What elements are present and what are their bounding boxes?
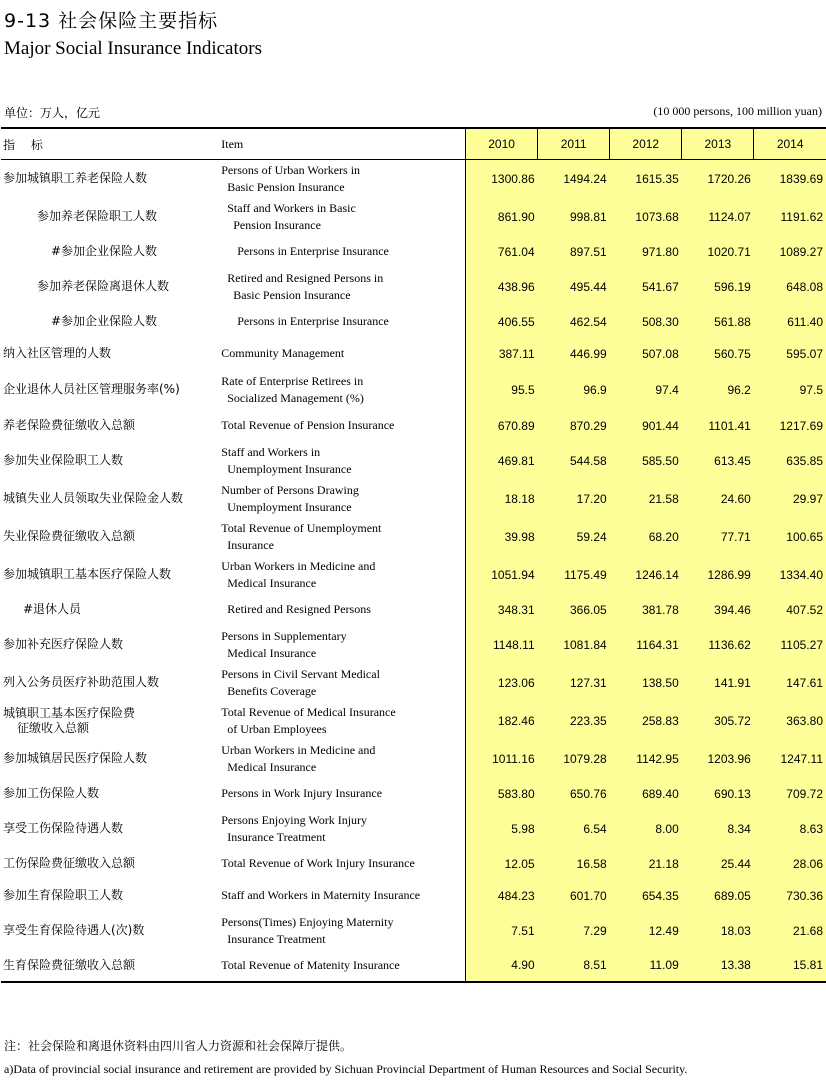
indicator-en bbox=[217, 556, 465, 594]
value-cell: 971.80 bbox=[610, 236, 682, 268]
value-cell: 560.75 bbox=[682, 338, 754, 370]
indicator-en bbox=[217, 778, 465, 810]
value-cell: 11.09 bbox=[610, 950, 682, 982]
value-cell: 18.18 bbox=[466, 480, 538, 518]
value-cell: 998.81 bbox=[538, 198, 610, 236]
value-cell: 1124.07 bbox=[682, 198, 754, 236]
value-cell: 305.72 bbox=[682, 702, 754, 740]
indicator-en bbox=[217, 626, 465, 664]
indicator-en-line: Insurance Treatment bbox=[227, 931, 326, 946]
indicator-cn-line: 企业退休人员社区管理服务率(%) bbox=[3, 382, 180, 396]
indicator-en-line: Persons in Supplementary bbox=[221, 628, 347, 643]
table-row bbox=[1, 236, 826, 268]
value-cell: 7.51 bbox=[466, 912, 538, 950]
indicator-en bbox=[217, 480, 465, 518]
value-cell: 100.65 bbox=[754, 518, 826, 556]
indicator-en-line: Total Revenue of Medical Insurance bbox=[221, 704, 396, 719]
table-row bbox=[1, 664, 826, 702]
value-cell: 709.72 bbox=[754, 778, 826, 810]
table-row bbox=[1, 912, 826, 950]
indicator-en-line: Persons in Enterprise Insurance bbox=[237, 314, 389, 328]
indicator-cn bbox=[1, 268, 217, 306]
indicator-cn-line: 城镇职工基本医疗保险费 bbox=[3, 705, 136, 720]
value-cell: 223.35 bbox=[538, 702, 610, 740]
indicator-en-line: Staff and Workers in Maternity Insurance bbox=[221, 888, 421, 902]
value-cell: 39.98 bbox=[466, 518, 538, 556]
indicator-en-line: Insurance bbox=[227, 537, 274, 552]
value-cell: 650.76 bbox=[538, 778, 610, 810]
table-row bbox=[1, 702, 826, 740]
indicator-cn-line: 参加城镇职工养老保险人数 bbox=[3, 171, 148, 186]
indicator-cn-line: 参加失业保险职工人数 bbox=[3, 453, 124, 467]
page-title-cn: 9-13 社会保险主要指标 bbox=[4, 10, 219, 32]
indicator-en-line: Total Revenue of Pension Insurance bbox=[221, 418, 395, 432]
value-cell: 7.29 bbox=[538, 912, 610, 950]
header-item: Item bbox=[217, 128, 465, 160]
indicator-cn-line: 工伤保险费征缴收入总额 bbox=[3, 856, 136, 870]
indicator-cn-line: 城镇失业人员领取失业保险金人数 bbox=[3, 491, 184, 505]
value-cell: 438.96 bbox=[466, 268, 538, 306]
table-row bbox=[1, 950, 826, 982]
indicator-cn-line: 享受工伤保险待遇人数 bbox=[3, 821, 124, 835]
indicator-cn-line: 参加养老保险离退休人数 bbox=[37, 279, 170, 293]
indicator-en-line: Persons Enjoying Work Injury bbox=[221, 812, 368, 827]
value-cell: 394.46 bbox=[682, 594, 754, 626]
indicator-en-line: Persons in Enterprise Insurance bbox=[237, 244, 389, 258]
indicator-cn-line: 参加工伤保险人数 bbox=[3, 786, 100, 800]
value-cell: 1105.27 bbox=[754, 626, 826, 664]
value-cell: 1101.41 bbox=[682, 410, 754, 442]
value-cell: 1142.95 bbox=[610, 740, 682, 778]
value-cell: 1720.26 bbox=[682, 160, 754, 198]
value-cell: 654.35 bbox=[610, 880, 682, 912]
indicator-en-line: Staff and Workers in Basic bbox=[227, 200, 356, 215]
indicator-en-line: Persons(Times) Enjoying Maternity bbox=[221, 914, 394, 929]
value-cell: 1175.49 bbox=[538, 556, 610, 594]
value-cell: 97.5 bbox=[754, 370, 826, 410]
value-cell: 348.31 bbox=[466, 594, 538, 626]
value-cell: 1203.96 bbox=[682, 740, 754, 778]
table-row bbox=[1, 848, 826, 880]
table-row bbox=[1, 442, 826, 480]
indicator-cn-line: 享受生育保险待遇人(次)数 bbox=[3, 923, 145, 937]
table-row bbox=[1, 480, 826, 518]
value-cell: 1089.27 bbox=[754, 236, 826, 268]
value-cell: 507.08 bbox=[610, 338, 682, 370]
indicator-en-line: Number of Persons Drawing bbox=[221, 482, 359, 497]
value-cell: 97.4 bbox=[610, 370, 682, 410]
value-cell: 1164.31 bbox=[610, 626, 682, 664]
indicator-en bbox=[217, 370, 465, 410]
indicator-cn bbox=[1, 626, 217, 664]
value-cell: 484.23 bbox=[466, 880, 538, 912]
value-cell: 141.91 bbox=[682, 664, 754, 702]
indicator-cn-line: 参加城镇职工基本医疗保险人数 bbox=[3, 567, 172, 581]
value-cell: 861.90 bbox=[466, 198, 538, 236]
value-cell: 670.89 bbox=[466, 410, 538, 442]
value-cell: 13.38 bbox=[682, 950, 754, 982]
value-cell: 68.20 bbox=[610, 518, 682, 556]
value-cell: 1136.62 bbox=[682, 626, 754, 664]
value-cell: 462.54 bbox=[538, 306, 610, 338]
indicator-en bbox=[217, 236, 465, 268]
table-row bbox=[1, 594, 826, 626]
value-cell: 8.34 bbox=[682, 810, 754, 848]
indicator-cn bbox=[1, 442, 217, 480]
value-cell: 1073.68 bbox=[610, 198, 682, 236]
value-cell: 469.81 bbox=[466, 442, 538, 480]
indicator-en-line: Community Management bbox=[221, 346, 345, 360]
indicator-en bbox=[217, 880, 465, 912]
table-row bbox=[1, 268, 826, 306]
indicator-en-line: Total Revenue of Work Injury Insurance bbox=[221, 856, 415, 870]
value-cell: 541.67 bbox=[610, 268, 682, 306]
value-cell: 1148.11 bbox=[466, 626, 538, 664]
indicator-cn-line: 参加补充医疗保险人数 bbox=[3, 637, 124, 651]
indicator-en-line: Unemployment Insurance bbox=[227, 461, 352, 476]
value-cell: 6.54 bbox=[538, 810, 610, 848]
value-cell: 25.44 bbox=[682, 848, 754, 880]
header-year: 2012 bbox=[610, 128, 682, 160]
value-cell: 495.44 bbox=[538, 268, 610, 306]
value-cell: 18.03 bbox=[682, 912, 754, 950]
value-cell: 689.40 bbox=[610, 778, 682, 810]
value-cell: 585.50 bbox=[610, 442, 682, 480]
value-cell: 4.90 bbox=[466, 950, 538, 982]
value-cell: 870.29 bbox=[538, 410, 610, 442]
indicator-en bbox=[217, 594, 465, 626]
value-cell: 21.58 bbox=[610, 480, 682, 518]
value-cell: 1079.28 bbox=[538, 740, 610, 778]
value-cell: 601.70 bbox=[538, 880, 610, 912]
indicator-cn-line: 参加养老保险职工人数 bbox=[37, 209, 158, 223]
value-cell: 897.51 bbox=[538, 236, 610, 268]
indicator-en-line: Rate of Enterprise Retirees in bbox=[221, 373, 364, 388]
value-cell: 59.24 bbox=[538, 518, 610, 556]
table-row bbox=[1, 778, 826, 810]
indicator-en bbox=[217, 306, 465, 338]
value-cell: 96.9 bbox=[538, 370, 610, 410]
indicator-en bbox=[217, 950, 465, 982]
indicator-en-line: Basic Pension Insurance bbox=[227, 179, 345, 194]
indicator-en bbox=[217, 160, 465, 198]
header-year: 2010 bbox=[466, 128, 538, 160]
table-row bbox=[1, 810, 826, 848]
indicator-cn-line: 参加城镇居民医疗保险人数 bbox=[3, 751, 148, 765]
indicator-cn bbox=[1, 556, 217, 594]
indicator-en-line: Socialized Management (%) bbox=[227, 390, 364, 405]
indicator-en-line: Medical Insurance bbox=[227, 759, 317, 774]
indicator-cn bbox=[1, 912, 217, 950]
value-cell: 387.11 bbox=[466, 338, 538, 370]
indicator-cn bbox=[1, 160, 217, 198]
value-cell: 12.05 bbox=[466, 848, 538, 880]
value-cell: 689.05 bbox=[682, 880, 754, 912]
table-row bbox=[1, 410, 826, 442]
indicator-en-line: of Urban Employees bbox=[227, 721, 327, 736]
indicator-en-line: Unemployment Insurance bbox=[227, 499, 352, 514]
table-row bbox=[1, 626, 826, 664]
indicator-en-line: Persons in Work Injury Insurance bbox=[221, 786, 383, 800]
indicator-en-line: Retired and Resigned Persons in bbox=[227, 270, 384, 285]
value-cell: 24.60 bbox=[682, 480, 754, 518]
value-cell: 648.08 bbox=[754, 268, 826, 306]
value-cell: 147.61 bbox=[754, 664, 826, 702]
value-cell: 1300.86 bbox=[466, 160, 538, 198]
value-cell: 21.18 bbox=[610, 848, 682, 880]
indicator-en bbox=[217, 442, 465, 480]
value-cell: 901.44 bbox=[610, 410, 682, 442]
value-cell: 1494.24 bbox=[538, 160, 610, 198]
indicator-en-line: Retired and Resigned Persons bbox=[227, 602, 371, 616]
value-cell: 1286.99 bbox=[682, 556, 754, 594]
indicator-cn bbox=[1, 950, 217, 982]
table-row bbox=[1, 198, 826, 236]
page-title-en: Major Social Insurance Indicators bbox=[4, 38, 262, 59]
table-row bbox=[1, 306, 826, 338]
value-cell: 17.20 bbox=[538, 480, 610, 518]
indicator-en-line: Medical Insurance bbox=[227, 645, 317, 660]
indicator-cn bbox=[1, 594, 217, 626]
value-cell: 544.58 bbox=[538, 442, 610, 480]
value-cell: 8.00 bbox=[610, 810, 682, 848]
indicator-cn bbox=[1, 370, 217, 410]
value-cell: 635.85 bbox=[754, 442, 826, 480]
value-cell: 8.51 bbox=[538, 950, 610, 982]
indicator-en bbox=[217, 702, 465, 740]
indicator-cn bbox=[1, 480, 217, 518]
value-cell: 561.88 bbox=[682, 306, 754, 338]
indicator-cn bbox=[1, 198, 217, 236]
indicator-en-line: Total Revenue of Unemployment bbox=[221, 520, 382, 535]
value-cell: 1246.14 bbox=[610, 556, 682, 594]
indicator-cn bbox=[1, 778, 217, 810]
value-cell: 77.71 bbox=[682, 518, 754, 556]
table-row bbox=[1, 740, 826, 778]
value-cell: 123.06 bbox=[466, 664, 538, 702]
indicator-en bbox=[217, 912, 465, 950]
value-cell: 1247.11 bbox=[754, 740, 826, 778]
indicator-en-line: Benefits Coverage bbox=[227, 683, 317, 698]
value-cell: 508.30 bbox=[610, 306, 682, 338]
indicator-cn bbox=[1, 236, 217, 268]
indicator-en bbox=[217, 518, 465, 556]
indicator-cn-line: 参加生育保险职工人数 bbox=[3, 888, 124, 902]
indicator-en-line: Pension Insurance bbox=[233, 217, 321, 232]
indicator-cn-line: 生育保险费征缴收入总额 bbox=[3, 957, 136, 972]
indicator-en-line: Persons of Urban Workers in bbox=[221, 162, 361, 177]
table-row bbox=[1, 338, 826, 370]
indicator-en-line: Insurance Treatment bbox=[227, 829, 326, 844]
value-cell: 730.36 bbox=[754, 880, 826, 912]
indicator-en-line: Persons in Civil Servant Medical bbox=[221, 666, 380, 681]
footnote-en: a)Data of provincial social insurance and retirement are provided by Sichuan Provincial Department of Human Resources and Social Security. bbox=[4, 1062, 688, 1076]
table-row bbox=[1, 370, 826, 410]
indicator-en-line: Basic Pension Insurance bbox=[233, 287, 351, 302]
value-cell: 1217.69 bbox=[754, 410, 826, 442]
value-cell: 690.13 bbox=[682, 778, 754, 810]
indicator-en bbox=[217, 410, 465, 442]
indicator-en-line: Urban Workers in Medicine and bbox=[221, 742, 376, 757]
value-cell: 596.19 bbox=[682, 268, 754, 306]
table-row bbox=[1, 160, 826, 198]
indicator-en bbox=[217, 198, 465, 236]
value-cell: 583.80 bbox=[466, 778, 538, 810]
value-cell: 8.63 bbox=[754, 810, 826, 848]
unit-label-cn: 单位：万人，亿元 bbox=[4, 106, 101, 120]
indicator-en bbox=[217, 664, 465, 702]
value-cell: 1081.84 bbox=[538, 626, 610, 664]
value-cell: 182.46 bbox=[466, 702, 538, 740]
indicator-cn bbox=[1, 664, 217, 702]
value-cell: 363.80 bbox=[754, 702, 826, 740]
indicator-en bbox=[217, 338, 465, 370]
indicator-cn bbox=[1, 410, 217, 442]
value-cell: 1191.62 bbox=[754, 198, 826, 236]
value-cell: 407.52 bbox=[754, 594, 826, 626]
value-cell: 1615.35 bbox=[610, 160, 682, 198]
value-cell: 96.2 bbox=[682, 370, 754, 410]
indicator-en-line: Staff and Workers in bbox=[221, 444, 321, 459]
indicator-en-line: Urban Workers in Medicine and bbox=[221, 558, 376, 573]
indicator-cn bbox=[1, 810, 217, 848]
value-cell: 138.50 bbox=[610, 664, 682, 702]
indicator-cn-line: #退休人员 bbox=[23, 602, 82, 616]
indicator-cn bbox=[1, 338, 217, 370]
value-cell: 258.83 bbox=[610, 702, 682, 740]
indicator-en bbox=[217, 268, 465, 306]
value-cell: 16.58 bbox=[538, 848, 610, 880]
value-cell: 95.5 bbox=[466, 370, 538, 410]
header-year: 2011 bbox=[538, 128, 610, 160]
indicator-cn-line: 养老保险费征缴收入总额 bbox=[3, 418, 136, 432]
indicator-cn bbox=[1, 740, 217, 778]
footnote-cn: 注：社会保险和离退休资料由四川省人力资源和社会保障厅提供。 bbox=[4, 1039, 353, 1053]
value-cell: 29.97 bbox=[754, 480, 826, 518]
header-year: 2013 bbox=[682, 128, 754, 160]
unit-label-en: (10 000 persons, 100 million yuan) bbox=[653, 104, 822, 118]
indicator-cn-line: 失业保险费征缴收入总额 bbox=[3, 529, 136, 543]
indicator-cn-line: 列入公务员医疗补助范围人数 bbox=[3, 675, 160, 689]
indicator-en-line: Medical Insurance bbox=[227, 575, 317, 590]
value-cell: 366.05 bbox=[538, 594, 610, 626]
value-cell: 127.31 bbox=[538, 664, 610, 702]
value-cell: 446.99 bbox=[538, 338, 610, 370]
table-row bbox=[1, 880, 826, 912]
value-cell: 1839.69 bbox=[754, 160, 826, 198]
table-row bbox=[1, 556, 826, 594]
value-cell: 761.04 bbox=[466, 236, 538, 268]
value-cell: 12.49 bbox=[610, 912, 682, 950]
value-cell: 595.07 bbox=[754, 338, 826, 370]
indicator-cn bbox=[1, 848, 217, 880]
value-cell: 611.40 bbox=[754, 306, 826, 338]
value-cell: 28.06 bbox=[754, 848, 826, 880]
indicator-cn-line: #参加企业保险人数 bbox=[51, 314, 158, 328]
value-cell: 613.45 bbox=[682, 442, 754, 480]
indicator-cn bbox=[1, 518, 217, 556]
indicator-en bbox=[217, 740, 465, 778]
value-cell: 381.78 bbox=[610, 594, 682, 626]
indicator-cn-line: 征缴收入总额 bbox=[17, 720, 90, 735]
table-header-row bbox=[1, 128, 826, 160]
indicators-table bbox=[1, 127, 826, 983]
header-indicator: 指 标 bbox=[1, 128, 217, 160]
table-row bbox=[1, 518, 826, 556]
indicator-cn bbox=[1, 702, 217, 740]
value-cell: 1051.94 bbox=[466, 556, 538, 594]
indicator-cn-line: #参加企业保险人数 bbox=[51, 244, 158, 258]
value-cell: 1334.40 bbox=[754, 556, 826, 594]
value-cell: 5.98 bbox=[466, 810, 538, 848]
value-cell: 1020.71 bbox=[682, 236, 754, 268]
indicator-cn bbox=[1, 880, 217, 912]
indicator-en-line: Total Revenue of Matenity Insurance bbox=[221, 957, 400, 972]
header-year: 2014 bbox=[754, 128, 826, 160]
value-cell: 1011.16 bbox=[466, 740, 538, 778]
value-cell: 406.55 bbox=[466, 306, 538, 338]
indicator-cn-line: 纳入社区管理的人数 bbox=[3, 346, 112, 360]
indicator-en bbox=[217, 810, 465, 848]
indicator-en bbox=[217, 848, 465, 880]
indicator-cn bbox=[1, 306, 217, 338]
value-cell: 15.81 bbox=[754, 950, 826, 982]
value-cell: 21.68 bbox=[754, 912, 826, 950]
